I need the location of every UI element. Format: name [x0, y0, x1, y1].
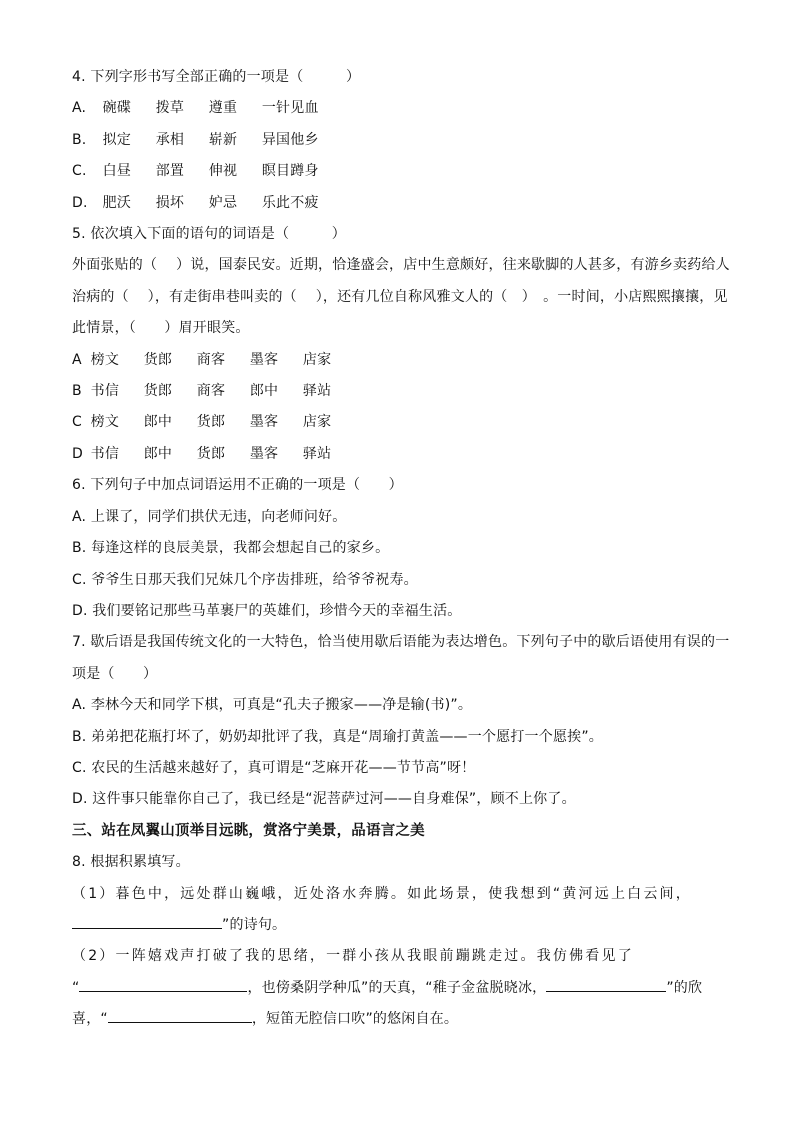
q5-passage-line: 治病的（ ），有走街串巷叫卖的（ ），还有几位自称风雅文人的（ ） 。一时间，小店熙熙攘攘，见	[72, 288, 728, 305]
option-word: 书信	[90, 383, 120, 400]
q7-stem: 7. 歇后语是我国传统文化的一大特色，恰当使用歇后语能为表达增色。下列句子中的歇后语使用有误的一	[72, 634, 730, 651]
q8-part2-tail: ”的欣	[666, 979, 703, 996]
q8-part1-line1: （1）暮色中，远处群山巍峨，近处洛水奔腾。如此场景，使我想到“黄河远上白云间，	[72, 885, 692, 902]
answer-blank[interactable]	[546, 977, 666, 992]
option-key: A.	[72, 100, 87, 117]
option-word: 崭新	[208, 131, 238, 148]
option-word: 驿站	[302, 445, 332, 462]
q8-part2-line2	[72, 973, 732, 1004]
option-word: 货郎	[196, 445, 226, 462]
q8-part2-text: ，也傍桑阴学种瓜”的天真，“稚子金盆脱晓冰，	[247, 979, 547, 996]
answer-blank[interactable]	[72, 914, 222, 929]
option-word: 书信	[90, 445, 120, 462]
q7-option-d: D. 这件事只能靠你自己了，我已经是“泥菩萨过河——自身难保”，顾不上你了。	[72, 791, 576, 808]
option-word: 货郎	[196, 414, 226, 431]
option-word: 妒忌	[208, 194, 238, 211]
q5-option-c	[72, 407, 732, 438]
option-word: 拟定	[102, 131, 132, 148]
q6-stem: 6. 下列句子中加点词语运用不正确的一项是（ ）	[72, 477, 403, 494]
q8-stem: 8. 根据积累填写。	[72, 854, 190, 871]
answer-blank[interactable]	[79, 977, 247, 992]
option-key: A	[72, 351, 82, 368]
q7-stem-continued: 项是（ ）	[72, 665, 158, 682]
answer-blank[interactable]	[108, 1008, 252, 1023]
option-word: 墨客	[249, 351, 279, 368]
q7-option-b: B. 弟弟把花瓶打坏了，奶奶却批评了我，真是“周瑜打黄盖——一个愿打一个愿挨”。	[72, 728, 604, 745]
option-word: 墨客	[249, 414, 279, 431]
option-key: D.	[72, 194, 88, 211]
option-key: B	[72, 383, 82, 400]
q8-part2-lead: 喜，“	[72, 1011, 108, 1028]
q8-part2-line3	[72, 1004, 732, 1035]
q8-part2-end: ，短笛无腔信口吹”的悠闲自在。	[251, 1011, 459, 1028]
option-key: C	[72, 414, 82, 431]
q4-stem: 4. 下列字形书写全部正确的一项是（ ）	[72, 69, 361, 85]
option-word: 郎中	[143, 414, 173, 431]
option-word: 商客	[196, 383, 226, 400]
q8-part1-line2	[72, 910, 732, 941]
q5-option-b	[72, 376, 732, 407]
q7-option-a: A. 李林今天和同学下棋，可真是“孔夫子搬家——净是输(书)”。	[72, 697, 473, 714]
option-word: 榜文	[90, 414, 120, 431]
option-word: 一针见血	[261, 100, 319, 117]
quote-open: “	[72, 979, 80, 996]
option-word: 郎中	[249, 383, 279, 400]
option-word: 部置	[155, 163, 185, 180]
q5-stem: 5. 依次填入下面的语句的词语是（ ）	[72, 226, 347, 243]
option-word: 榜文	[90, 351, 120, 368]
q5-option-a	[72, 345, 732, 376]
q8-part1-tail: ”的诗句。	[222, 916, 287, 933]
option-word: 承相	[155, 131, 185, 148]
option-word: 货郎	[143, 383, 173, 400]
option-word: 白昼	[102, 163, 132, 180]
exam-page	[72, 62, 732, 1036]
q4-option-d	[72, 188, 732, 219]
option-key: B.	[72, 131, 87, 148]
option-word: 驿站	[302, 383, 332, 400]
q8-part2-line1: （2）一阵嬉戏声打破了我的思绪，一群小孩从我眼前蹦跳走过。我仿佛看见了	[72, 948, 634, 965]
option-word: 瞑目蹲身	[261, 163, 319, 180]
section-heading: 三、站在凤翼山顶举目远眺，赏洛宁美景，品语言之美	[72, 822, 425, 839]
q4-option-c	[72, 156, 732, 187]
option-word: 乐此不疲	[261, 194, 319, 211]
q6-option-b: B. 每逢这样的良辰美景，我都会想起自己的家乡。	[72, 540, 390, 557]
option-word: 货郎	[143, 351, 173, 368]
option-word: 商客	[196, 351, 226, 368]
option-word: 拨草	[155, 100, 185, 117]
option-word: 伸视	[208, 163, 238, 180]
q6-option-a: A. 上课了，同学们拱伏无违，向老师问好。	[72, 508, 347, 525]
option-word: 碗碟	[102, 100, 132, 117]
option-word: 墨客	[249, 445, 279, 462]
q7-option-c: C. 农民的生活越来越好了，真可谓是“芝麻开花——节节高”呀！	[72, 759, 476, 776]
q5-passage-line: 此情景，（ ）眉开眼笑。	[72, 320, 250, 337]
option-key: D	[72, 445, 83, 462]
option-word: 肥沃	[102, 194, 132, 211]
option-word: 店家	[302, 351, 332, 368]
option-word: 店家	[302, 414, 332, 431]
q6-option-c: C. 爷爷生日那天我们兄妹几个序齿排班，给爷爷祝寿。	[72, 571, 418, 588]
option-word: 损坏	[155, 194, 185, 211]
option-word: 遵重	[208, 100, 238, 117]
q6-option-d: D. 我们要铭记那些马革裹尸的英雄们，珍惜今天的幸福生活。	[72, 602, 462, 619]
q5-passage-line: 外面张贴的（ ）说，国泰民安。近期，恰逢盛会，店中生意颇好，往来歇脚的人甚多，有游乡卖药给人	[72, 257, 730, 274]
option-word: 郎中	[143, 445, 173, 462]
q4-option-a	[72, 93, 732, 124]
q5-option-d	[72, 439, 732, 470]
q4-option-b	[72, 125, 732, 156]
option-word: 异国他乡	[261, 131, 319, 148]
option-key: C.	[72, 163, 87, 180]
